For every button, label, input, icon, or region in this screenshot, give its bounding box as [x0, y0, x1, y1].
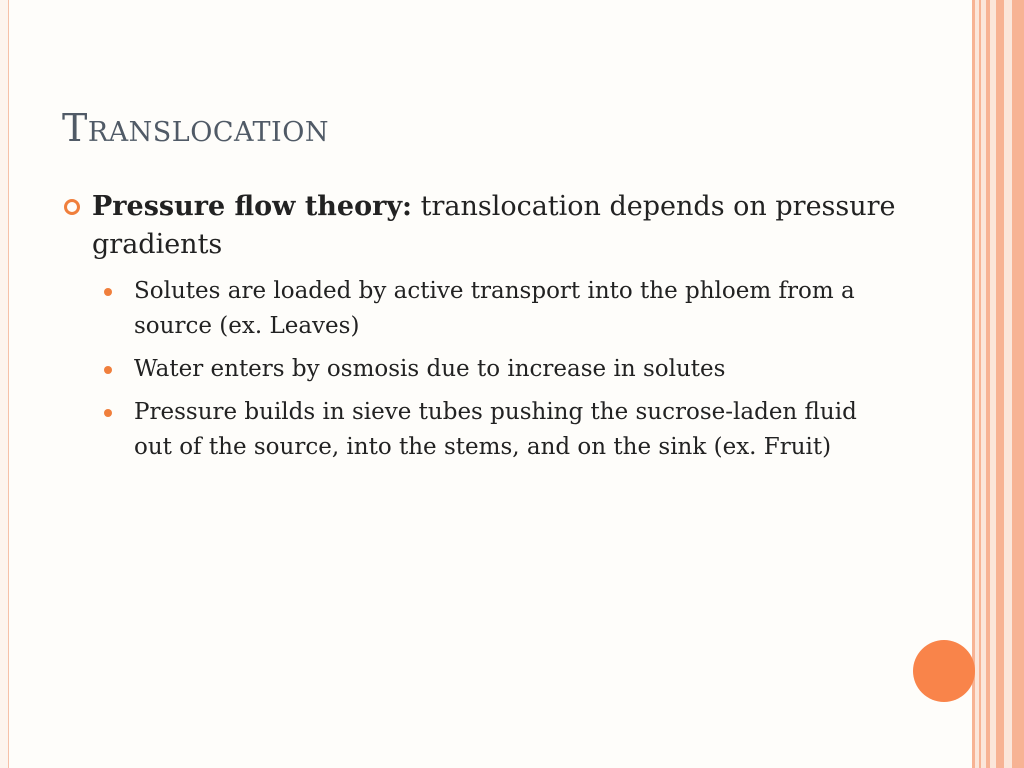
sub-bullet-text: Water enters by osmosis due to increase in solutes	[134, 356, 726, 382]
sub-bullet-text: Solutes are loaded by active transport into the phloem from a source (ex. Leaves)	[134, 278, 855, 339]
ring-bullet-icon	[64, 199, 80, 215]
slide-title: Translocation	[62, 106, 329, 150]
border-stripe	[996, 0, 1004, 768]
dot-bullet-icon	[104, 366, 112, 374]
decorative-circle-icon	[913, 640, 975, 702]
dot-bullet-icon	[104, 288, 112, 296]
sub-bullet	[104, 352, 864, 387]
border-stripe	[972, 0, 975, 768]
main-bullet-text: translocation depends on pressure gradients	[92, 191, 896, 260]
slide-content	[62, 188, 902, 473]
border-stripe	[1012, 0, 1024, 768]
dot-bullet-icon	[104, 409, 112, 417]
sub-bullet	[104, 274, 864, 344]
sub-bullet	[104, 395, 864, 465]
sub-bullet-text: Pressure builds in sieve tubes pushing the sucrose-laden fluid out of the source, into the stems, and on the sink (ex. Fruit)	[134, 399, 857, 460]
sub-bullet-list	[62, 274, 864, 465]
border-stripe	[979, 0, 981, 768]
main-bullet	[62, 188, 902, 264]
left-border-decoration	[0, 0, 9, 768]
right-border-decoration	[972, 0, 1024, 768]
main-bullet-label: Pressure flow theory:	[92, 191, 412, 222]
border-stripe	[986, 0, 990, 768]
